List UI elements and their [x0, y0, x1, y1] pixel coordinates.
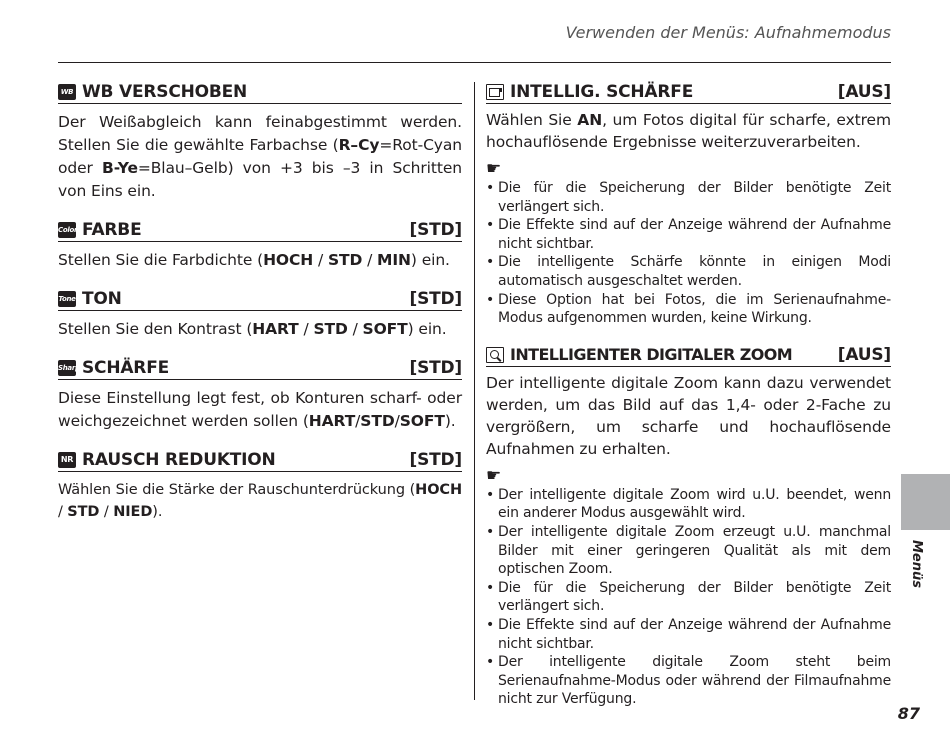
section-title: INTELLIGENTER DIGITALER ZOOM [510, 344, 793, 364]
section-title: INTELLIG. SCHÄRFE [510, 82, 694, 102]
section-text: Stellen Sie den Kontrast (HART / STD / SOFT) ein. [58, 320, 447, 338]
note-item: • Diese Option hat bei Fotos, die im Serienaufnahme-Modus aufgenommen wurden, keine Wirkung. [486, 291, 891, 328]
section-tone [58, 289, 462, 341]
page-number: 87 [897, 704, 920, 723]
note-item: • Die für die Speicherung der Bilder benötigte Zeit verlängert sich. [486, 579, 891, 616]
section-text: Diese Einstellung legt fest, ob Konturen scharf- oder weichgezeichnet werden sollen (HART/STD/SOFT). [58, 389, 462, 430]
section-noise-reduction [58, 450, 462, 523]
section-title: TON [82, 289, 122, 309]
note-hand-icon: ☛ [486, 465, 502, 486]
section-intelligent-sharpness [486, 82, 891, 328]
right-column [486, 82, 891, 709]
tone-icon: Tone [58, 291, 76, 307]
wb-shift-icon: WB [58, 84, 76, 100]
notes-list [486, 179, 891, 328]
chapter-tab [901, 474, 950, 530]
section-heading [486, 82, 891, 104]
default-value: [AUS] [837, 344, 891, 365]
section-heading [58, 358, 462, 380]
section-text: Der Weißabgleich kann feinabgestimmt werden. Stellen Sie die gewählte Farbachse (R–Cy=Rot-Cyan oder B-Ye=Blau–Gelb) von +3 bis –3 in Schritten von Eins ein. [58, 113, 462, 200]
note-item: • Die Effekte sind auf der Anzeige während der Aufnahme nicht sichtbar. [486, 616, 891, 653]
intelligent-sharpness-icon [486, 84, 504, 100]
section-heading [58, 289, 462, 311]
section-title: FARBE [82, 220, 142, 240]
sharpness-icon: Sharp [58, 360, 76, 376]
intelligent-zoom-icon [486, 347, 504, 363]
section-text: Wählen Sie die Stärke der Rauschunterdrückung (HOCH / STD / NIED). [58, 482, 462, 520]
note-item: • Die intelligente Schärfe könnte in einigen Modi automatisch ausgeschaltet werden. [486, 253, 891, 290]
running-head: Verwenden der Menüs: Aufnahmemodus [565, 23, 891, 42]
left-column [58, 82, 462, 523]
section-heading [486, 345, 891, 367]
section-title: WB VERSCHOBEN [82, 82, 248, 102]
section-text: Wählen Sie AN, um Fotos digital für scharfe, extrem hochauflösende Ergebnisse weiterzuverarbeiten. [486, 111, 891, 151]
note-item: • Der intelligente digitale Zoom erzeugt u.U. manchmal Bilder mit einer geringeren Qualität als mit dem optischen Zoom. [486, 523, 891, 579]
notes-list [486, 486, 891, 709]
section-title: SCHÄRFE [82, 358, 170, 378]
section-text: Stellen Sie die Farbdichte (HOCH / STD / MIN) ein. [58, 251, 450, 269]
note-item: • Der intelligente digitale Zoom wird u.U. beendet, wenn ein anderer Modus ausgewählt wird. [486, 486, 891, 523]
color-icon: Color [58, 222, 76, 238]
section-heading [58, 220, 462, 242]
note-hand-icon: ☛ [486, 159, 502, 179]
default-value: [STD] [409, 289, 462, 309]
default-value: [STD] [409, 220, 462, 240]
section-wb-shift [58, 82, 462, 203]
section-text: Der intelligente digitale Zoom kann dazu verwendet werden, um das Bild auf das 1,4- oder 2-Fache zu vergrößern, um scharfe und hochauflösende Aufnahmen zu erhalten. [486, 373, 891, 458]
column-divider [474, 82, 475, 700]
note-item: • Der intelligente digitale Zoom steht beim Serienaufnahme-Modus oder während der Filmaufnahme nicht zur Verfügung. [486, 653, 891, 709]
default-value: [STD] [409, 450, 462, 470]
note-item: • Die für die Speicherung der Bilder benötigte Zeit verlängert sich. [486, 179, 891, 216]
section-title: RAUSCH REDUKTION [82, 450, 276, 470]
section-color [58, 220, 462, 272]
noise-reduction-icon: NR [58, 452, 76, 468]
default-value: [STD] [409, 358, 462, 378]
default-value: [AUS] [837, 82, 891, 102]
header-rule [58, 62, 891, 63]
section-heading [58, 82, 462, 104]
section-sharpness [58, 358, 462, 433]
section-heading [58, 450, 462, 472]
chapter-label: Menüs [909, 540, 924, 589]
note-item: • Die Effekte sind auf der Anzeige während der Aufnahme nicht sichtbar. [486, 216, 891, 253]
section-intelligent-zoom [486, 345, 891, 709]
